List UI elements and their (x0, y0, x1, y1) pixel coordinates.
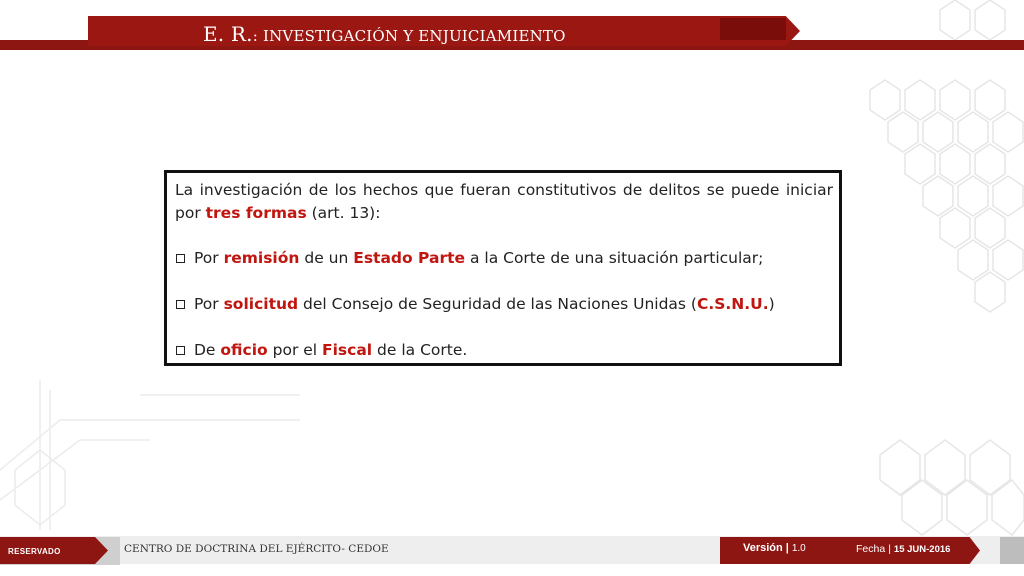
checkbox-square-icon (176, 346, 185, 355)
footer-right-end (1000, 537, 1024, 564)
date-info: Fecha | 15 JUN-2016 (856, 543, 951, 555)
checkbox-square-icon (176, 254, 185, 263)
organization-label: CENTRO DE DOCTRINA DEL EJÉRCITO- CEDOE (124, 543, 389, 555)
page-title (203, 22, 566, 46)
page-title-prefix: E. R. (203, 22, 253, 46)
list-item (175, 247, 833, 270)
list-item-text: Por remisión de un Estado Parte a la Corte de una situación particular; (194, 249, 764, 267)
date-value: 15 JUN-2016 (893, 544, 951, 555)
version-label: Versión (743, 542, 783, 554)
list-item-text: Por solicitud del Consejo de Seguridad de las Naciones Unidas (C.S.N.U.) (194, 295, 775, 313)
intro-text-1: La investigación de los hechos que fueran constitutivos de delitos se puede iniciar por (175, 181, 833, 222)
list-item (175, 339, 833, 362)
classification-label: RESERVADO (8, 547, 61, 556)
version-info: Versión | 1.0 (743, 542, 806, 554)
list-item (175, 293, 833, 316)
header-accent-block (720, 18, 786, 40)
checkbox-square-icon (176, 300, 185, 309)
intro-highlight: tres formas (205, 204, 307, 222)
intro-text-2: (art. 13): (306, 204, 381, 222)
date-label: Fecha (856, 543, 886, 555)
list-item-text: De oficio por el Fiscal de la Corte. (194, 341, 468, 359)
version-value: 1.0 (791, 543, 806, 554)
intro-paragraph (175, 179, 833, 225)
page-title-text: : INVESTIGACIÓN Y ENJUICIAMIENTO (252, 27, 566, 45)
content-box (164, 170, 842, 366)
